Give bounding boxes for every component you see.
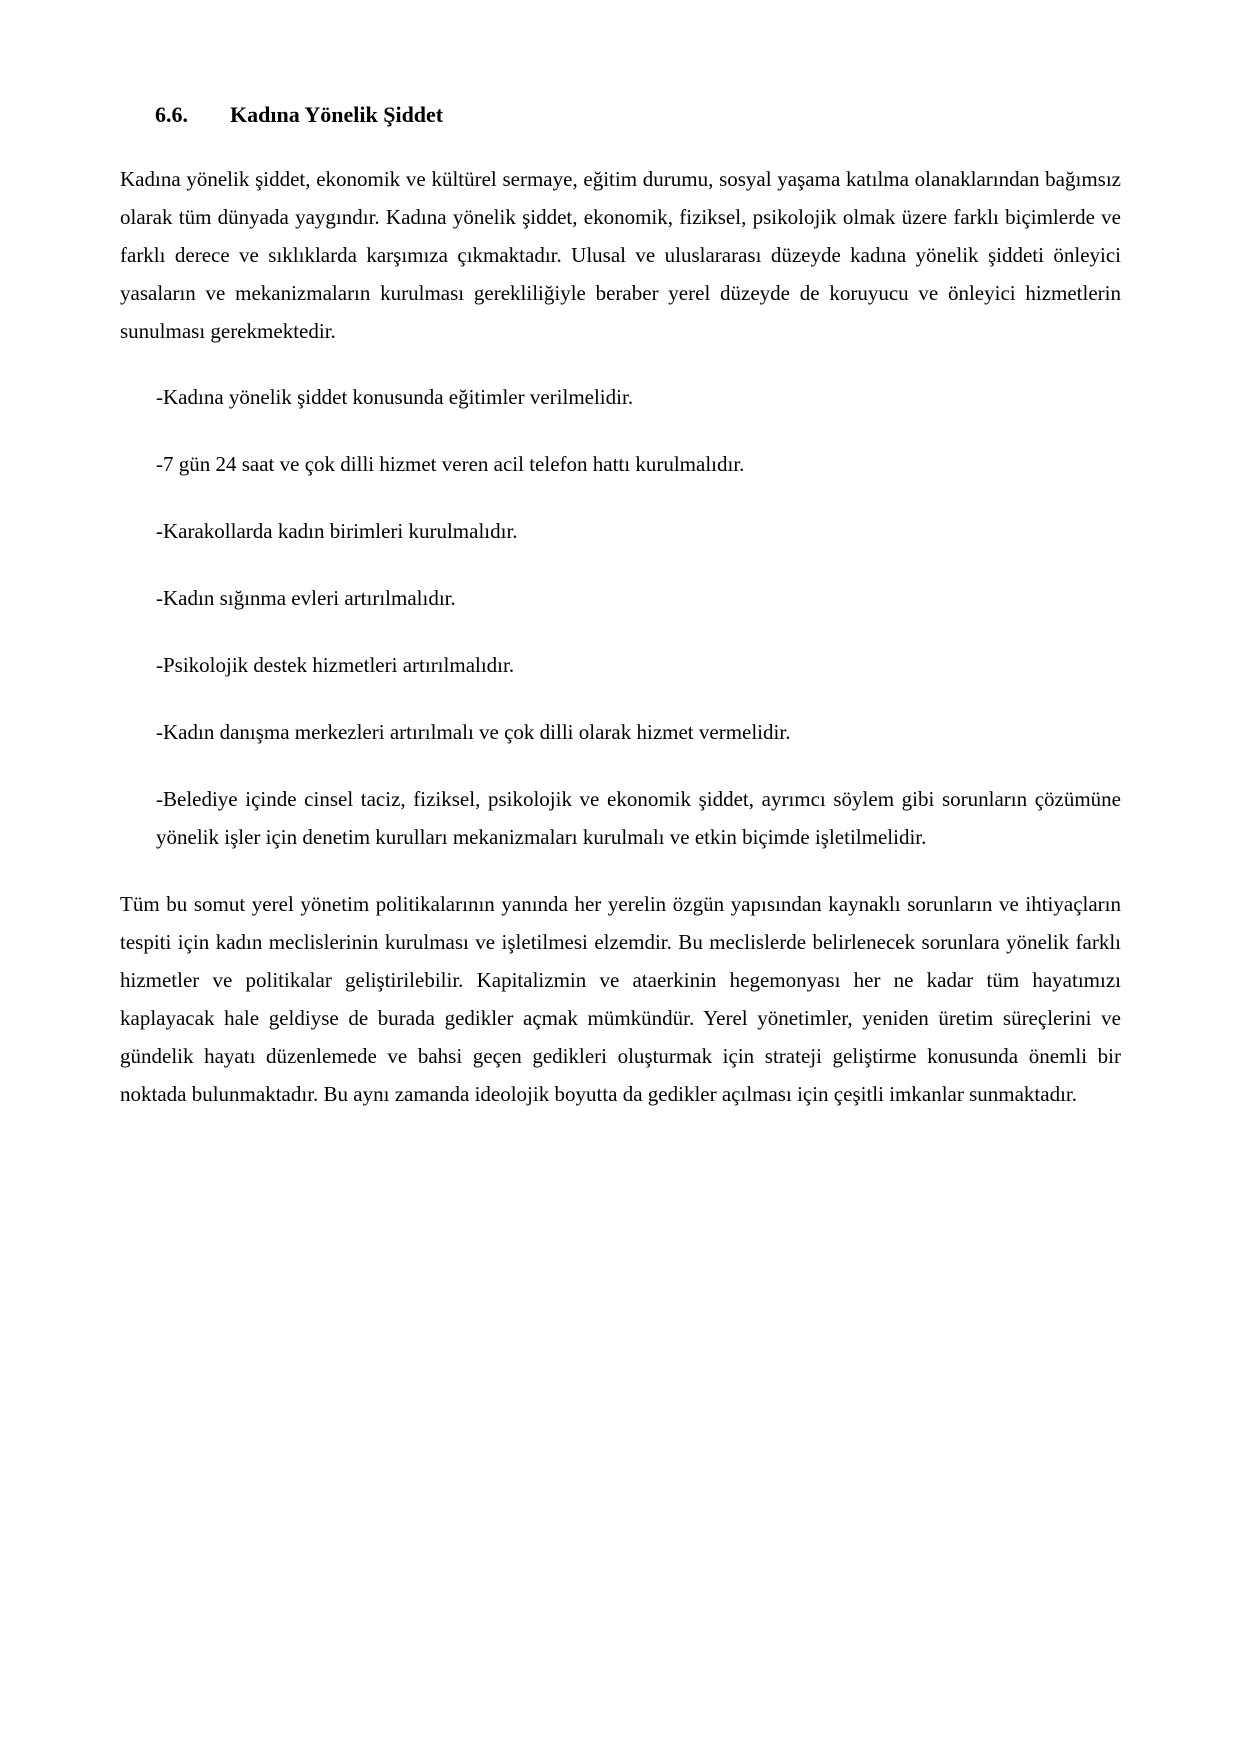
intro-paragraph: Kadına yönelik şiddet, ekonomik ve kültürel sermaye, eğitim durumu, sosyal yaşama katılma olanaklarından bağımsız olarak tüm dünyada yaygındır. Kadına yönelik şiddet, ekonomik, fiziksel, psikolojik olmak üzere farklı biçimlerde ve farklı derece ve sıklıklarda karşımıza çıkmaktadır. Ulusal ve uluslararası düzeyde kadına yönelik şiddeti önleyici yasaların ve mekanizmaların kurulması gerekliliğiyle beraber yerel düzeyde de koruyucu ve önleyici hizmetlerin sunulması gerekmektedir. [120, 167, 1121, 343]
section-number: 6.6. [155, 102, 188, 127]
list-item: -Psikolojik destek hizmetleri artırılmalıdır. [156, 653, 515, 677]
list-item: -Belediye içinde cinsel taciz, fiziksel, psikolojik ve ekonomik şiddet, ayrımcı söylem gibi sorunların çözümüne yönelik işler için denetim kurulları mekanizmaları kurulmalı ve etkin biçimde işletilmelidir. [156, 787, 1121, 849]
list-item: -7 gün 24 saat ve çok dilli hizmet veren acil telefon hattı kurulmalıdır. [156, 452, 745, 476]
list-item: -Kadın sığınma evleri artırılmalıdır. [156, 586, 456, 610]
section-title: Kadına Yönelik Şiddet [230, 102, 444, 127]
recommendation-list [120, 378, 1121, 856]
list-item: -Kadına yönelik şiddet konusunda eğitimler verilmelidir. [156, 385, 634, 409]
list-item: -Kadın danışma merkezleri artırılmalı ve çok dilli olarak hizmet vermelidir. [156, 720, 791, 744]
closing-paragraph: Tüm bu somut yerel yönetim politikalarının yanında her yerelin özgün yapısından kaynaklı sorunların ve ihtiyaçların tespiti için kadın meclislerinin kurulması ve işletilmesi elzemdir. Bu meclislerde belirlenecek sorunlara yönelik farklı hizmetler ve politikalar geliştirilebilir. Kapitalizmin ve ataerkinin hegemonyası her ne kadar tüm hayatımızı kaplayacak hale geldiyse de burada gedikler açmak mümkündür. Yerel yönetimler, yeniden üretim süreçlerini ve gündelik hayatı düzenlemede ve bahsi geçen gedikleri oluşturmak için strateji geliştirme konusunda önemli bir noktada bulunmaktadır. Bu aynı zamanda ideolojik boyutta da gedikler açılması için çeşitli imkanlar sunmaktadır. [120, 892, 1121, 1106]
list-item: -Karakollarda kadın birimleri kurulmalıdır. [156, 519, 518, 543]
section-heading [155, 100, 1121, 130]
